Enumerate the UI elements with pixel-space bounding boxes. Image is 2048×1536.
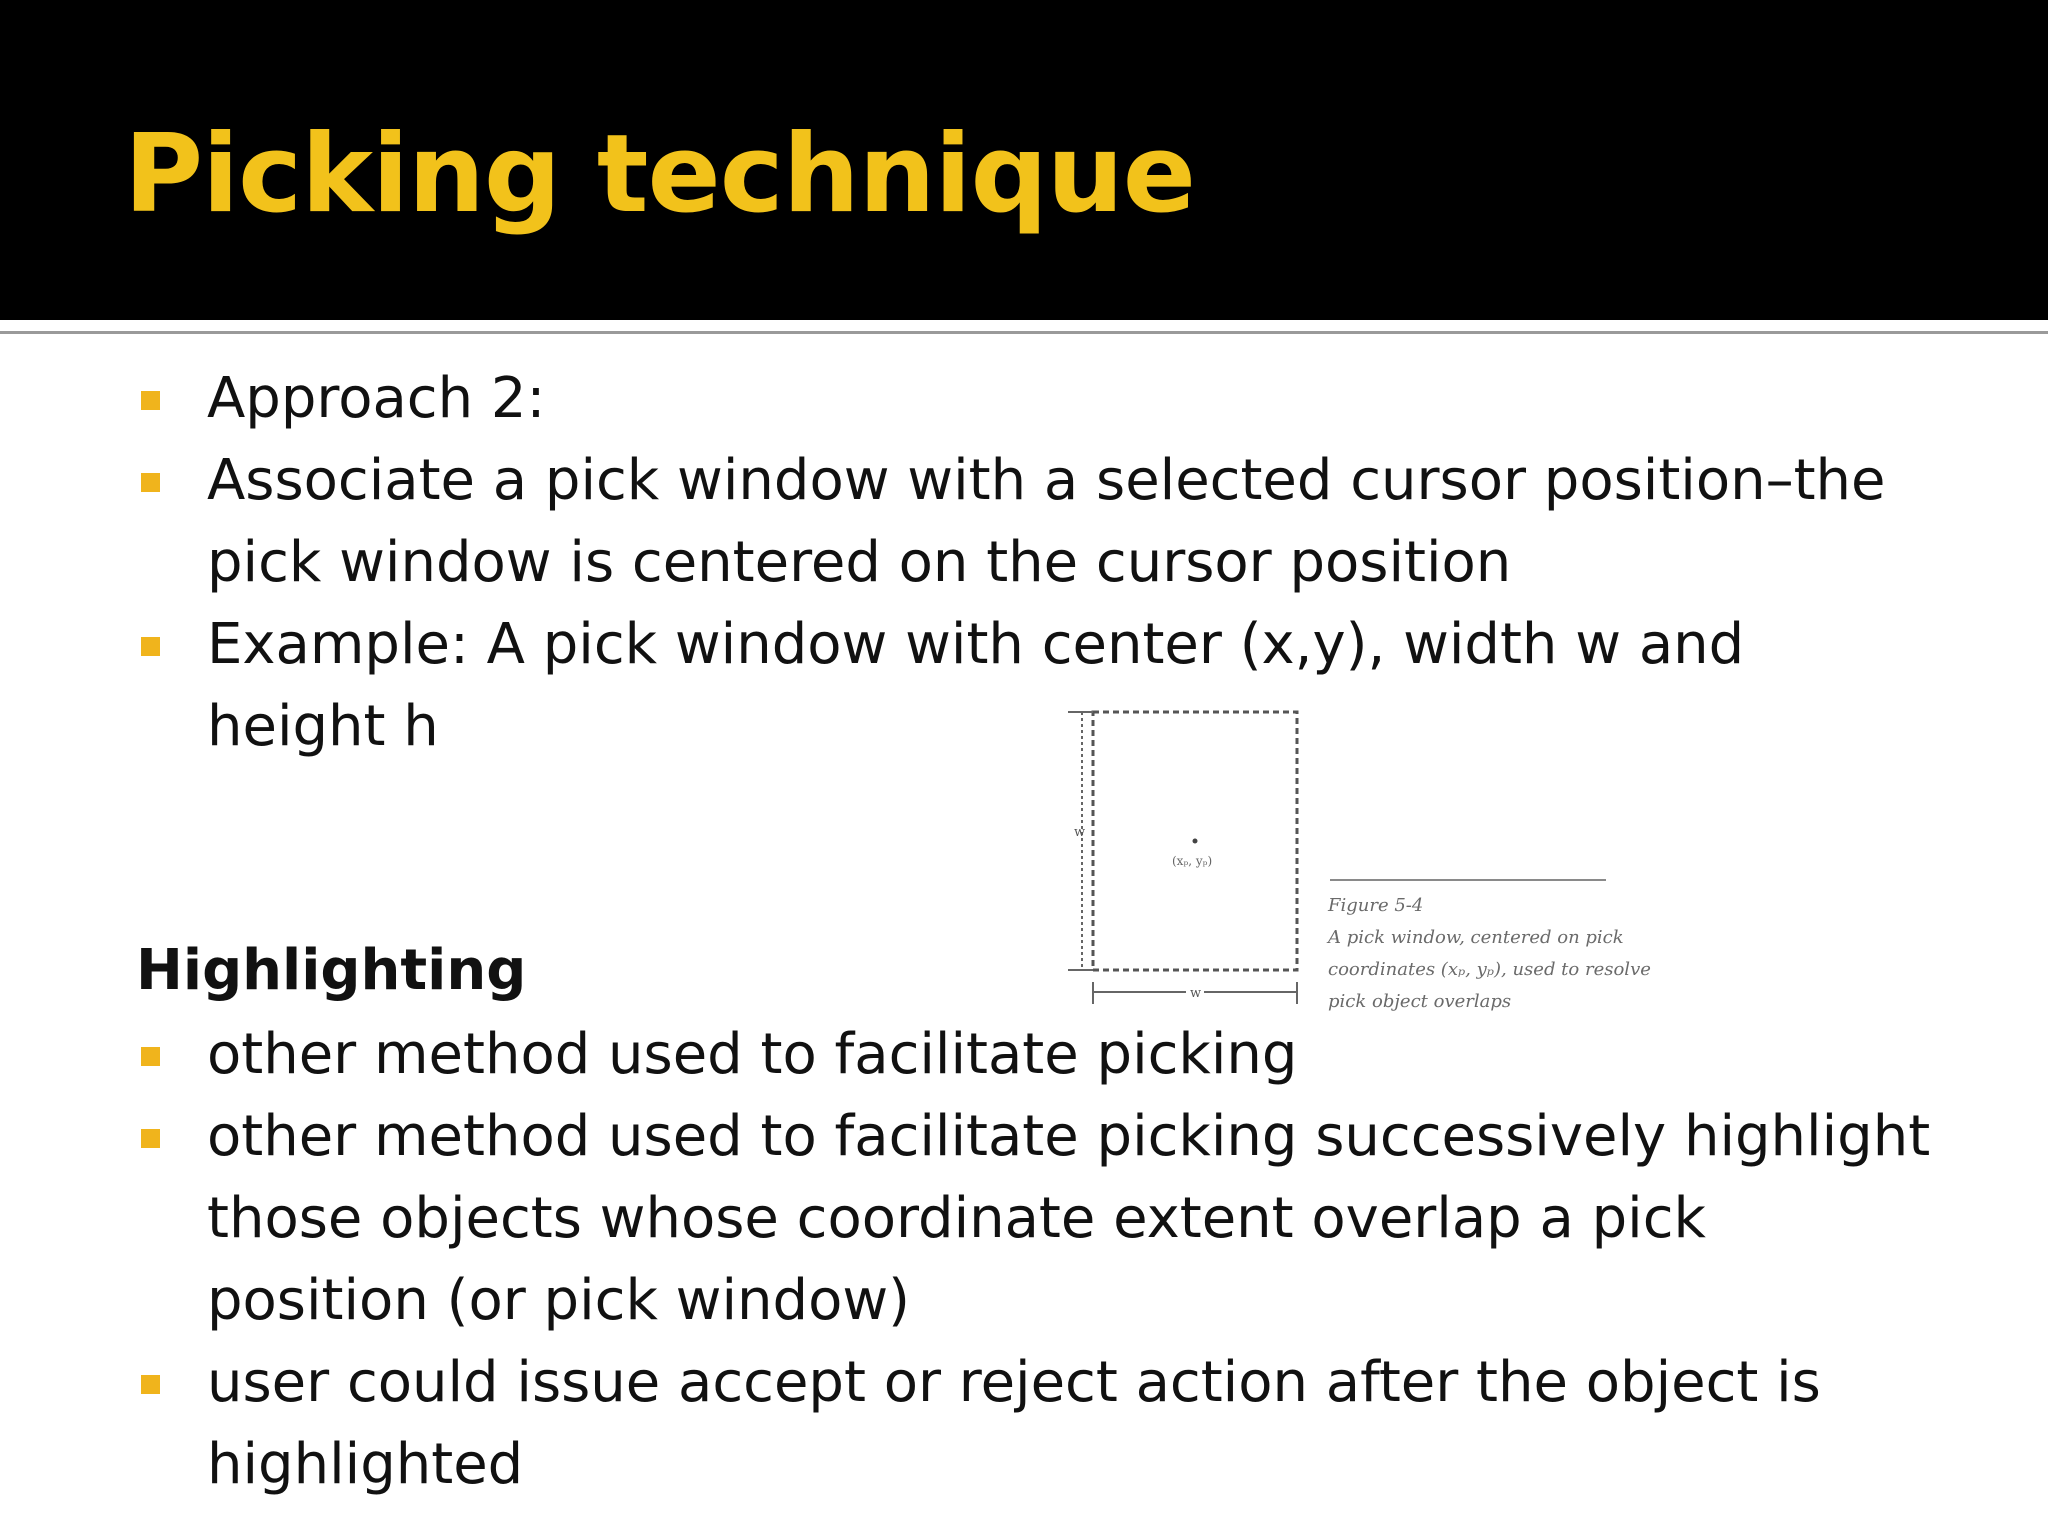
bullet-marker xyxy=(141,1375,160,1394)
bullet-line: highlighted xyxy=(207,1432,524,1497)
center-point xyxy=(1193,839,1198,844)
center-label: (xₚ, yₚ) xyxy=(1172,854,1213,868)
bullet-line: pick window is centered on the cursor position xyxy=(207,530,1512,595)
caption-line: Figure 5-4 xyxy=(1328,895,1424,916)
bullet-line: Example: A pick window with center (x,y), width w and xyxy=(207,612,1745,677)
bullet-line: other method used to facilitate picking xyxy=(207,1022,1298,1087)
bullet-line: Approach 2: xyxy=(207,366,546,431)
caption-line: coordinates (xₚ, yₚ), used to resolve xyxy=(1328,959,1651,980)
bullet-line: other method used to facilitate picking successively highlight xyxy=(207,1104,1931,1169)
bullet-text xyxy=(207,1342,1927,1506)
slide-title: Picking technique xyxy=(124,112,1195,237)
bullet-line: height h xyxy=(207,694,439,759)
bullet-marker xyxy=(141,1047,160,1066)
bullet-line: position (or pick window) xyxy=(207,1268,910,1333)
label-w-horizontal: w xyxy=(1190,986,1202,1001)
bullet-text xyxy=(207,1096,1931,1342)
figure-caption xyxy=(1328,890,1651,1018)
bullet-line: those objects whose coordinate extent overlap a pick xyxy=(207,1186,1706,1251)
bullet-text xyxy=(207,440,1927,604)
bullet-marker xyxy=(141,637,160,656)
bullet-line: Associate a pick window with a selected cursor position–the xyxy=(207,448,1886,513)
bullet-text xyxy=(207,358,1927,440)
bullet-line: user could issue accept or reject action after the object is xyxy=(207,1350,1821,1415)
bullet-marker xyxy=(141,473,160,492)
section-heading-highlighting: Highlighting xyxy=(136,938,527,1003)
caption-line: pick object overlaps xyxy=(1328,991,1512,1012)
bullet-marker xyxy=(141,391,160,410)
label-w-vertical: w xyxy=(1074,825,1086,840)
bullet-text xyxy=(207,1014,1927,1096)
caption-line: A pick window, centered on pick xyxy=(1328,927,1624,948)
bullet-marker xyxy=(141,1129,160,1148)
